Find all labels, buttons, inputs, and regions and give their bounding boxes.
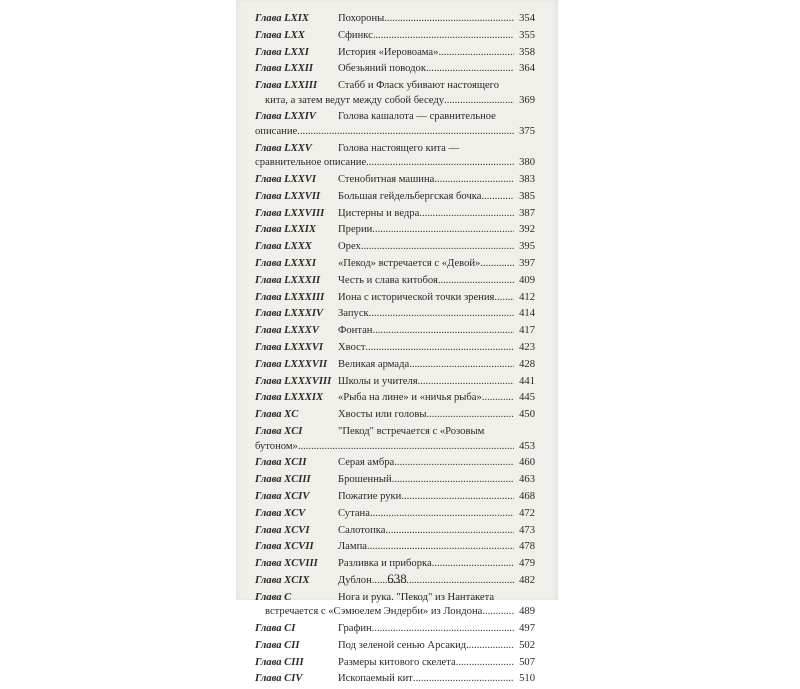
chapter-label: Глава CI	[255, 623, 296, 634]
dot-leader	[373, 29, 514, 44]
chapter-label: Глава LXXIX	[255, 224, 316, 236]
toc-entry	[255, 639, 535, 654]
chapter-title: Размеры китового скелета	[338, 656, 456, 668]
chapter-label: Глава XC	[255, 409, 299, 421]
page-ref: 441	[519, 375, 535, 387]
chapter-label: Глава XCVIII	[255, 558, 318, 570]
page-ref: 355	[519, 29, 535, 41]
toc-entry	[255, 358, 535, 373]
toc-entry	[255, 173, 535, 188]
chapter-label: Глава LXXXVII	[255, 358, 328, 370]
chapter-label: Глава LXXI	[255, 46, 309, 58]
dot-leader	[481, 190, 514, 205]
chapter-label: Глава LXXV	[255, 142, 312, 154]
chapter-label: Глава XCV	[255, 507, 306, 519]
chapter-label: Глава LXXXVI	[255, 342, 324, 354]
page-ref: 489	[519, 606, 535, 618]
chapter-title: Графин	[338, 623, 372, 634]
chapter-label: Глава C	[255, 591, 292, 603]
page-ref: 364	[519, 63, 535, 75]
chapter-title: Школы и учителя	[338, 375, 418, 387]
chapter-label: Глава XCIII	[255, 474, 311, 486]
chapter-label: Глава CII	[255, 639, 300, 651]
toc-entry	[255, 672, 535, 687]
toc-entry	[255, 110, 535, 139]
toc-entry	[255, 524, 535, 539]
toc-entry	[255, 274, 535, 289]
chapter-label: Глава XCVII	[255, 541, 314, 553]
chapter-label: Глава LXXXIX	[255, 392, 324, 404]
page-ref: 468	[519, 490, 535, 502]
chapter-title: Разливка и приборка	[338, 558, 432, 570]
toc-entry	[255, 341, 535, 356]
chapter-title: Сутана	[338, 507, 370, 519]
toc-entry	[255, 456, 535, 471]
chapter-title: Запуск	[338, 308, 369, 320]
page-ref: 397	[519, 258, 535, 270]
chapter-label: Глава CIV	[255, 673, 303, 685]
toc-entry	[255, 190, 535, 205]
chapter-title: "Пекод" встречается с «Розовым	[338, 426, 485, 438]
dot-leader	[456, 656, 514, 671]
dot-leader	[494, 291, 514, 306]
toc-entry	[255, 324, 535, 339]
dot-leader	[438, 46, 514, 61]
dot-leader	[432, 557, 514, 572]
dot-leader	[372, 223, 514, 238]
page-ref: 502	[519, 639, 535, 651]
toc-entry	[255, 307, 535, 322]
chapter-title-continuation: сравнительное описание	[255, 157, 367, 169]
chapter-title: Сфинкс	[338, 29, 373, 41]
toc-entry	[255, 408, 535, 423]
chapter-title-continuation: встречается с «Сэмюелем Эндерби» из Лондона	[265, 606, 483, 618]
chapter-title: Хвосты или головы	[338, 409, 427, 421]
dot-leader	[482, 391, 514, 406]
dot-leader	[480, 257, 514, 272]
dot-leader	[385, 524, 514, 539]
toc-entry	[255, 207, 535, 222]
chapter-label: Глава LXXX	[255, 241, 312, 253]
chapter-title: Стабб и Фласк убивают настоящего	[338, 80, 500, 92]
page-ref: 387	[519, 207, 535, 219]
page-ref: 473	[519, 524, 535, 536]
toc-entry	[255, 12, 535, 27]
chapter-title: Пожатие руки	[338, 490, 402, 502]
page-ref: 369	[519, 94, 535, 106]
page-ref: 409	[519, 274, 535, 286]
dot-leader	[434, 173, 514, 188]
chapter-title: Серая амбра	[338, 457, 395, 469]
chapter-label: Глава CIII	[255, 656, 304, 668]
page-ref: 460	[519, 457, 535, 469]
page-ref: 414	[519, 308, 535, 320]
chapter-label: Глава LXIX	[255, 13, 309, 24]
toc-entry	[255, 29, 535, 44]
dot-leader	[426, 62, 514, 77]
chapter-label: Глава XCVI	[255, 524, 310, 536]
dot-leader	[426, 408, 514, 423]
chapter-title: Брошенный	[338, 474, 392, 486]
chapter-label: Глава LXXXV	[255, 325, 319, 337]
chapter-label: Глава LXXVII	[255, 190, 321, 202]
chapter-title: Иона с исторической точки зрения	[338, 291, 495, 303]
dot-leader	[418, 375, 514, 390]
page-ref: 354	[519, 13, 535, 24]
toc-entry	[255, 490, 535, 505]
chapter-label: Глава LXXIII	[255, 80, 318, 92]
toc-entry	[255, 223, 535, 238]
chapter-label: Глава LXXXIII	[255, 291, 325, 303]
chapter-label: Глава LXX	[255, 29, 305, 41]
chapter-title: Честь и слава китобоя	[338, 274, 438, 286]
chapter-title: Великая армада	[338, 358, 410, 370]
page-ref: 392	[519, 224, 535, 236]
chapter-title: Стенобитная машина	[338, 174, 435, 186]
chapter-title: Дублон	[338, 574, 372, 586]
chapter-title: Фонтан	[338, 325, 373, 337]
page-ref: 412	[519, 291, 535, 303]
chapter-title: Голова настоящего кита —	[338, 142, 460, 154]
dot-leader	[367, 540, 514, 555]
chapter-label: Глава LXXXVIII	[255, 375, 332, 387]
page-ref: 472	[519, 507, 535, 519]
toc-entry	[255, 62, 535, 77]
chapter-label: Глава LXXIV	[255, 111, 316, 123]
chapter-title: Большая гейдельбергская бочка	[338, 190, 482, 202]
page-ref: 417	[519, 325, 535, 337]
chapter-title-continuation: кита, а затем ведут между собой беседу	[265, 94, 445, 106]
chapter-label: Глава XCI	[255, 426, 303, 438]
toc-entry	[255, 591, 535, 620]
chapter-title: Салотопка	[338, 524, 386, 536]
chapter-label: Глава XCII	[255, 457, 307, 469]
chapter-title: Похороны	[338, 13, 385, 24]
toc-entry	[255, 240, 535, 255]
chapter-title: «Пекод» встречается с «Девой»	[338, 258, 481, 270]
chapter-title: Под зеленой сенью Арсакид	[338, 639, 467, 651]
chapter-label: Глава XCIV	[255, 490, 310, 502]
toc-entry	[255, 375, 535, 390]
dot-leader	[482, 605, 514, 620]
dot-leader	[413, 672, 514, 687]
page-ref: 358	[519, 46, 535, 58]
chapter-label: Глава LXXXIV	[255, 308, 324, 320]
toc-entry	[255, 656, 535, 671]
toc-entry	[255, 540, 535, 555]
page-ref: 445	[519, 392, 535, 404]
chapter-label: Глава LXXXII	[255, 274, 321, 286]
dot-leader	[401, 490, 514, 505]
toc-entry	[255, 142, 535, 171]
toc-entry	[255, 425, 535, 454]
chapter-title: История «Иеровоама»	[338, 46, 439, 58]
dot-leader	[384, 12, 514, 27]
dot-leader	[369, 307, 514, 322]
chapter-label: Глава LXXII	[255, 63, 314, 75]
chapter-title: Орех	[338, 241, 361, 253]
page-number: 638	[387, 571, 407, 586]
chapter-title: Прерии	[338, 224, 373, 236]
toc-entry	[255, 622, 535, 637]
page-ref: 375	[519, 125, 535, 137]
dot-leader	[297, 125, 514, 140]
chapter-title: Лампа	[338, 541, 367, 553]
chapter-label: Глава LXXXI	[255, 258, 316, 270]
chapter-title: Цистерны и ведра	[338, 207, 420, 219]
chapter-label: Глава LXXVIII	[255, 207, 325, 219]
chapter-title: Нога и рука. "Пекод" из Нантакета	[338, 591, 495, 603]
chapter-title: Ископаемый кит	[338, 673, 413, 685]
page-ref: 482	[519, 574, 535, 586]
dot-leader	[372, 622, 514, 637]
page-ref: 423	[519, 342, 535, 354]
page-ref: 428	[519, 358, 535, 370]
chapter-title-continuation: описание	[255, 125, 298, 137]
dot-leader	[438, 274, 514, 289]
dot-leader	[394, 456, 514, 471]
toc-entry	[255, 473, 535, 488]
toc-entry	[255, 257, 535, 272]
toc-entry	[255, 46, 535, 61]
book-page	[236, 0, 558, 685]
chapter-label: Глава XCIX	[255, 574, 310, 586]
dot-leader	[444, 94, 514, 109]
toc-entry	[255, 79, 535, 108]
page-ref: 380	[519, 157, 535, 169]
chapter-title-continuation: бутоном»	[255, 440, 298, 452]
toc-entry	[255, 291, 535, 306]
page-ref: 453	[519, 440, 535, 452]
page-ref: 450	[519, 409, 535, 421]
dot-leader	[366, 156, 514, 171]
page-ref: 497	[519, 623, 535, 634]
chapter-title: Хвост	[338, 342, 366, 354]
dot-leader	[370, 507, 514, 522]
dot-leader	[466, 639, 514, 654]
toc-entry	[255, 557, 535, 572]
page-ref: 395	[519, 241, 535, 253]
toc-entry	[255, 391, 535, 406]
dot-leader	[365, 341, 514, 356]
page-ref: 385	[519, 190, 535, 202]
page-ref: 383	[519, 174, 535, 186]
page-ref: 478	[519, 541, 535, 553]
table-of-contents	[255, 12, 535, 689]
toc-entry	[255, 507, 535, 522]
chapter-title: «Рыба на лине» и «ничья рыба»	[338, 392, 482, 404]
dot-leader	[372, 324, 514, 339]
chapter-title: Голова кашалота — сравнительное	[338, 111, 496, 123]
page-ref: 479	[519, 558, 535, 570]
dot-leader	[298, 440, 514, 455]
page-ref: 510	[519, 673, 535, 685]
page-ref: 463	[519, 474, 535, 486]
dot-leader	[409, 358, 514, 373]
page-ref: 507	[519, 656, 535, 668]
chapter-title: Обезьяний поводок	[338, 63, 426, 75]
chapter-label: Глава LXXVI	[255, 174, 316, 186]
dot-leader	[392, 473, 514, 488]
dot-leader	[361, 240, 514, 255]
dot-leader	[419, 207, 514, 222]
